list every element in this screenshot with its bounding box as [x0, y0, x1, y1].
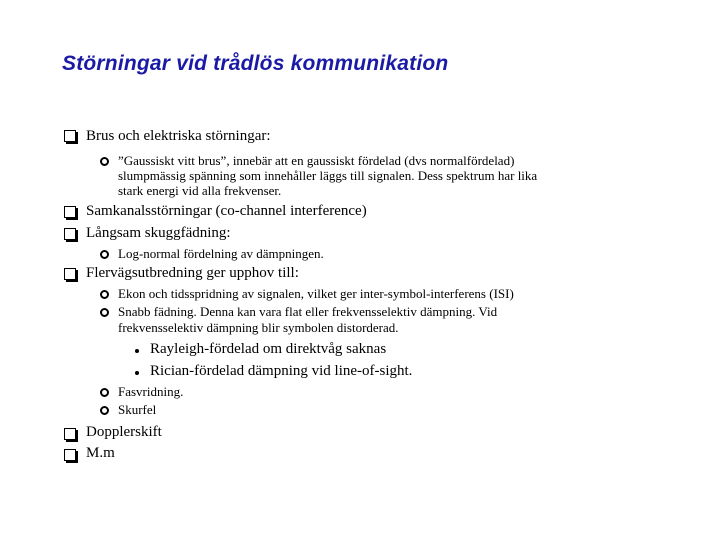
circle-bullet-icon — [100, 308, 109, 317]
sub-bullet-text: Skurfel — [118, 402, 157, 417]
checkbox-bullet-icon — [64, 130, 76, 142]
circle-bullet-icon — [100, 290, 109, 299]
sub-bullet-text: Snabb fädning. Denna kan vara flat eller frekvensselektiv dämpning. Vid — [118, 304, 498, 319]
sub-bullet-text: Log-normal fördelning av dämpningen. — [118, 246, 324, 261]
sub-bullet-text-cont: stark energi vid alla frekvenser. — [118, 183, 282, 198]
sub-bullet-text: Fasvridning. — [118, 384, 184, 399]
dot-bullet-icon — [135, 349, 139, 353]
bullet-text: Brus och elektriska störningar: — [86, 128, 271, 144]
sub-bullet-text-cont: slumpmässig spänning som innehåller läggs till signalen. Dess spektrum har lika — [118, 168, 538, 183]
checkbox-bullet-icon — [64, 449, 76, 461]
checkbox-bullet-icon — [64, 206, 76, 218]
sub-bullet-text: Ekon och tidsspridning av signalen, vilket ger inter-symbol-interferens (ISI) — [118, 286, 514, 301]
bullet-text: Långsam skuggfädning: — [86, 225, 231, 241]
checkbox-bullet-icon — [64, 268, 76, 280]
bullet-text: M.m — [86, 445, 115, 461]
dot-bullet-icon — [135, 371, 139, 375]
checkbox-bullet-icon — [64, 228, 76, 240]
circle-bullet-icon — [100, 157, 109, 166]
bullet-text: Flervägsutbredning ger upphov till: — [86, 265, 299, 281]
circle-bullet-icon — [100, 406, 109, 415]
circle-bullet-icon — [100, 388, 109, 397]
bullet-text: Dopplerskift — [86, 424, 162, 440]
bullet-text: Samkanalsstörningar (co-channel interference) — [86, 203, 367, 219]
circle-bullet-icon — [100, 250, 109, 259]
sub-sub-bullet-text: Rician-fördelad dämpning vid line-of-sight. — [150, 363, 413, 379]
sub-bullet-text-cont: frekvensselektiv dämpning blir symbolen distorderad. — [118, 320, 399, 335]
checkbox-bullet-icon — [64, 428, 76, 440]
sub-bullet-text: ”Gaussiskt vitt brus”, innebär att en gaussiskt fördelad (dvs normalfördelad) — [118, 153, 515, 168]
slide-title: Störningar vid trådlös kommunikation — [62, 52, 449, 75]
sub-sub-bullet-text: Rayleigh-fördelad om direktvåg saknas — [150, 341, 387, 357]
